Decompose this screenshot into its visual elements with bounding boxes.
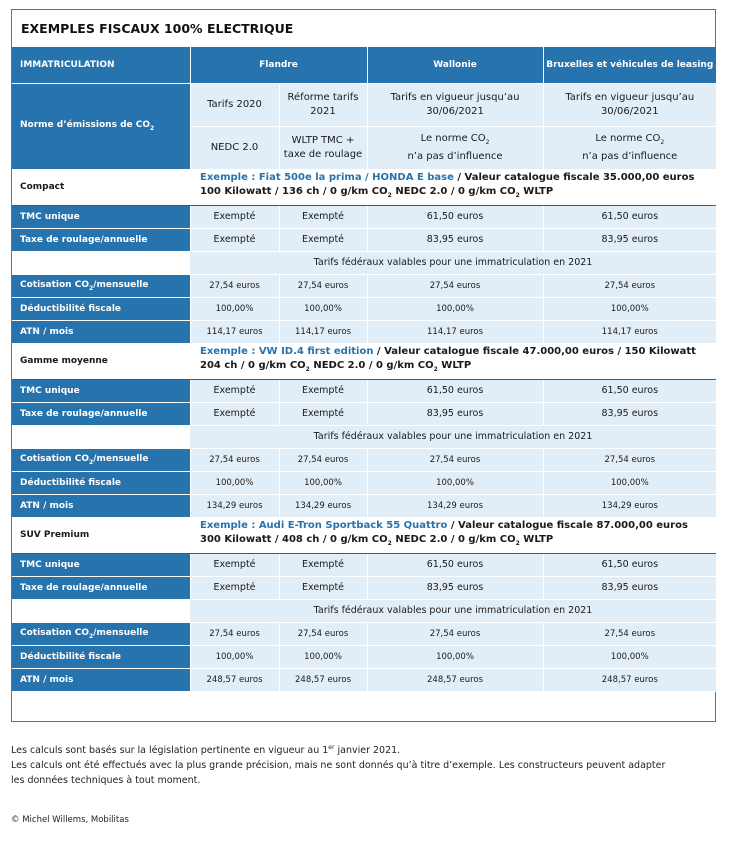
atn-flandre-2021: 114,17 euros: [279, 320, 367, 343]
co2-subscript: 2: [88, 458, 94, 466]
example-model: Exemple : VW ID.4 first edition: [200, 346, 374, 357]
example-specs: 300 Kilowatt / 408 ch / 0 g/km CO: [200, 534, 388, 545]
tmc-flandre-2020: Exempté: [190, 379, 279, 402]
table-row: [12, 402, 716, 425]
cotisation-flandre-2020: 27,54 euros: [190, 274, 279, 297]
deductibilite-flandre-2020: 100,00%: [190, 471, 279, 494]
cotisation-wallonie: 27,54 euros: [367, 274, 543, 297]
co2-subscript: 2: [433, 366, 438, 373]
table-row: [12, 320, 716, 343]
deductibilite-flandre-2021: 100,00%: [279, 645, 367, 668]
example-description: [190, 343, 716, 379]
table-row: [12, 494, 716, 517]
atn-bruxelles: 114,17 euros: [543, 320, 716, 343]
example-description: [190, 169, 716, 205]
cotisation-suffix: /mensuelle: [93, 279, 149, 290]
tmc-label: TMC unique: [12, 553, 190, 576]
example-specs: 100 Kilowatt / 136 ch / 0 g/km CO: [200, 186, 388, 197]
atn-wallonie: 134,29 euros: [367, 494, 543, 517]
federal-blank: [12, 251, 190, 274]
category-row: [12, 517, 716, 553]
federal-note: Tarifs fédéraux valables pour une immatriculation en 2021: [190, 251, 716, 274]
tarifs-row: [12, 83, 716, 126]
taxe-wallonie: 83,95 euros: [367, 576, 543, 599]
tmc-flandre-2021: Exempté: [279, 379, 367, 402]
co2-subscript: 2: [387, 540, 392, 547]
table-title: EXEMPLES FISCAUX 100% ELECTRIQUE: [21, 21, 294, 36]
deductibilite-flandre-2021: 100,00%: [279, 297, 367, 320]
tmc-wallonie: 61,50 euros: [367, 553, 543, 576]
example-wltp: WLTP: [519, 534, 554, 545]
taxe-bruxelles: 83,95 euros: [543, 402, 716, 425]
table-row: [12, 622, 716, 645]
cotisation-suffix: /mensuelle: [93, 453, 149, 464]
example-wltp: WLTP: [437, 360, 472, 371]
deductibilite-label: Déductibilité fiscale: [12, 297, 190, 320]
deductibilite-wallonie: 100,00%: [367, 297, 543, 320]
footnote-3: les données techniques à tout moment.: [11, 775, 201, 787]
flandre-tarifs-2020: Tarifs 2020: [190, 83, 279, 126]
taxe-flandre-2020: Exempté: [190, 576, 279, 599]
deductibilite-bruxelles: 100,00%: [543, 471, 716, 494]
deductibilite-flandre-2020: 100,00%: [190, 297, 279, 320]
deductibilite-label: Déductibilité fiscale: [12, 471, 190, 494]
co2-subscript: 2: [515, 192, 520, 199]
wallonie-norme: Le norme $CO_2$ n’a pas d’influence: [367, 126, 543, 169]
atn-flandre-2021: 134,29 euros: [279, 494, 367, 517]
cotisation-bruxelles: 27,54 euros: [543, 622, 716, 645]
tmc-label: TMC unique: [12, 379, 190, 402]
category-row: [12, 343, 716, 379]
deductibilite-wallonie: 100,00%: [367, 471, 543, 494]
cotisation-flandre-2020: 27,54 euros: [190, 622, 279, 645]
fiscal-table-frame: [11, 9, 716, 722]
atn-bruxelles: 248,57 euros: [543, 668, 716, 691]
tmc-flandre-2020: Exempté: [190, 553, 279, 576]
cotisation-text: Cotisation CO: [20, 453, 89, 464]
tmc-label: TMC unique: [12, 205, 190, 228]
norme-label: Norme d’émissions de $CO_2$: [12, 83, 190, 169]
deductibilite-wallonie: 100,00%: [367, 645, 543, 668]
deductibilite-bruxelles: 100,00%: [543, 297, 716, 320]
tmc-bruxelles: 61,50 euros: [543, 205, 716, 228]
co2-subscript: 2: [88, 284, 94, 292]
flandre-reforme: Réforme tarifs 2021: [279, 83, 367, 126]
cotisation-label: [12, 274, 190, 297]
federal-note: Tarifs fédéraux valables pour une immatriculation en 2021: [190, 425, 716, 448]
taxe-label: Taxe de roulage/annuelle: [12, 576, 190, 599]
atn-bruxelles: 134,29 euros: [543, 494, 716, 517]
immatriculation-label: IMMATRICULATION: [12, 47, 190, 83]
table-row: [12, 228, 716, 251]
wallonie-tarifs: Tarifs en vigueur jusqu’au 30/06/2021: [367, 83, 543, 126]
atn-label: ATN / mois: [12, 320, 190, 343]
footnotes: [11, 740, 711, 788]
cotisation-flandre-2021: 27,54 euros: [279, 274, 367, 297]
atn-flandre-2020: 248,57 euros: [190, 668, 279, 691]
category-row: [12, 169, 716, 205]
taxe-wallonie: 83,95 euros: [367, 402, 543, 425]
header-row: [12, 47, 716, 83]
atn-label: ATN / mois: [12, 494, 190, 517]
table-row: [12, 379, 716, 402]
cotisation-text: Cotisation CO: [20, 279, 89, 290]
federal-note: Tarifs fédéraux valables pour une immatriculation en 2021: [190, 599, 716, 622]
co2-subscript: 2: [88, 632, 94, 640]
table-row: [12, 205, 716, 228]
tmc-flandre-2020: Exempté: [190, 205, 279, 228]
federal-blank: [12, 599, 190, 622]
federal-row: [12, 251, 716, 274]
example-value: / Valeur catalogue fiscale 47.000,00 euros / 150 Kilowatt: [373, 346, 696, 357]
deductibilite-label: Déductibilité fiscale: [12, 645, 190, 668]
co2-subscript: 2: [387, 192, 392, 199]
cotisation-flandre-2021: 27,54 euros: [279, 622, 367, 645]
taxe-bruxelles: 83,95 euros: [543, 228, 716, 251]
atn-flandre-2020: 134,29 euros: [190, 494, 279, 517]
atn-flandre-2020: 114,17 euros: [190, 320, 279, 343]
bruxelles-tarifs: Tarifs en vigueur jusqu’au 30/06/2021: [543, 83, 716, 126]
taxe-flandre-2021: Exempté: [279, 402, 367, 425]
example-nedc: NEDC 2.0 / 0 g/km CO: [309, 360, 434, 371]
cotisation-wallonie: 27,54 euros: [367, 448, 543, 471]
cotisation-bruxelles: 27,54 euros: [543, 274, 716, 297]
tmc-flandre-2021: Exempté: [279, 205, 367, 228]
example-value: / Valeur catalogue fiscale 35.000,00 euros: [453, 172, 695, 183]
example-value: / Valeur catalogue fiscale 87.000,00 euros: [447, 520, 688, 531]
co2-subscript: 2: [305, 366, 310, 373]
example-nedc: NEDC 2.0 / 0 g/km CO: [391, 186, 516, 197]
table-row: [12, 471, 716, 494]
cotisation-text: Cotisation CO: [20, 627, 89, 638]
tmc-bruxelles: 61,50 euros: [543, 553, 716, 576]
footnote-1: Les calculs sont basés sur la législation pertinente en vigueur au 1er janvier 2021.: [11, 744, 401, 757]
taxe-label: Taxe de roulage/annuelle: [12, 228, 190, 251]
taxe-bruxelles: 83,95 euros: [543, 576, 716, 599]
deductibilite-flandre-2020: 100,00%: [190, 645, 279, 668]
co2-subscript: 2: [515, 540, 520, 547]
example-nedc: NEDC 2.0 / 0 g/km CO: [391, 534, 516, 545]
fiscal-table: [12, 47, 716, 692]
taxe-flandre-2021: Exempté: [279, 228, 367, 251]
table-row: [12, 645, 716, 668]
example-model: Exemple : Audi E-Tron Sportback 55 Quattro: [200, 520, 448, 531]
table-row: [12, 553, 716, 576]
copyright: © Michel Willems, Mobilitas: [11, 815, 129, 825]
cotisation-flandre-2020: 27,54 euros: [190, 448, 279, 471]
tmc-bruxelles: 61,50 euros: [543, 379, 716, 402]
federal-row: [12, 599, 716, 622]
table-row: [12, 448, 716, 471]
category-label: Compact: [12, 169, 190, 205]
federal-row: [12, 425, 716, 448]
cotisation-wallonie: 27,54 euros: [367, 622, 543, 645]
cotisation-label: [12, 622, 190, 645]
example-wltp: WLTP: [519, 186, 554, 197]
cotisation-bruxelles: 27,54 euros: [543, 448, 716, 471]
wallonie-header: Wallonie: [367, 47, 543, 83]
taxe-flandre-2021: Exempté: [279, 576, 367, 599]
bruxelles-header: Bruxelles et véhicules de leasing: [543, 47, 716, 83]
flandre-header: Flandre: [190, 47, 367, 83]
atn-wallonie: 248,57 euros: [367, 668, 543, 691]
nedc-cell: NEDC 2.0: [190, 126, 279, 169]
category-label: SUV Premium: [12, 517, 190, 553]
atn-wallonie: 114,17 euros: [367, 320, 543, 343]
taxe-wallonie: 83,95 euros: [367, 228, 543, 251]
deductibilite-bruxelles: 100,00%: [543, 645, 716, 668]
tmc-flandre-2021: Exempté: [279, 553, 367, 576]
cotisation-suffix: /mensuelle: [93, 627, 149, 638]
atn-flandre-2021: 248,57 euros: [279, 668, 367, 691]
table-row: [12, 274, 716, 297]
cotisation-flandre-2021: 27,54 euros: [279, 448, 367, 471]
footnote-2: Les calculs ont été effectués avec la plus grande précision, mais ne sont donnés qu’à titre d’exemple. Les constructeurs peuvent adapter: [11, 760, 666, 772]
federal-blank: [12, 425, 190, 448]
tmc-wallonie: 61,50 euros: [367, 205, 543, 228]
category-label: Gamme moyenne: [12, 343, 190, 379]
table-row: [12, 668, 716, 691]
table-row: [12, 576, 716, 599]
table-row: [12, 297, 716, 320]
bruxelles-norme: Le norme $CO_2$ n’a pas d’influence: [543, 126, 716, 169]
taxe-flandre-2020: Exempté: [190, 402, 279, 425]
taxe-flandre-2020: Exempté: [190, 228, 279, 251]
sections-body: [12, 169, 716, 691]
example-specs: 204 ch / 0 g/km CO: [200, 360, 306, 371]
atn-label: ATN / mois: [12, 668, 190, 691]
wltp-cell: WLTP TMC + taxe de roulage: [279, 126, 367, 169]
tmc-wallonie: 61,50 euros: [367, 379, 543, 402]
taxe-label: Taxe de roulage/annuelle: [12, 402, 190, 425]
deductibilite-flandre-2021: 100,00%: [279, 471, 367, 494]
cotisation-label: [12, 448, 190, 471]
example-description: [190, 517, 716, 553]
example-model: Exemple : Fiat 500e la prima / HONDA E base: [200, 172, 454, 183]
